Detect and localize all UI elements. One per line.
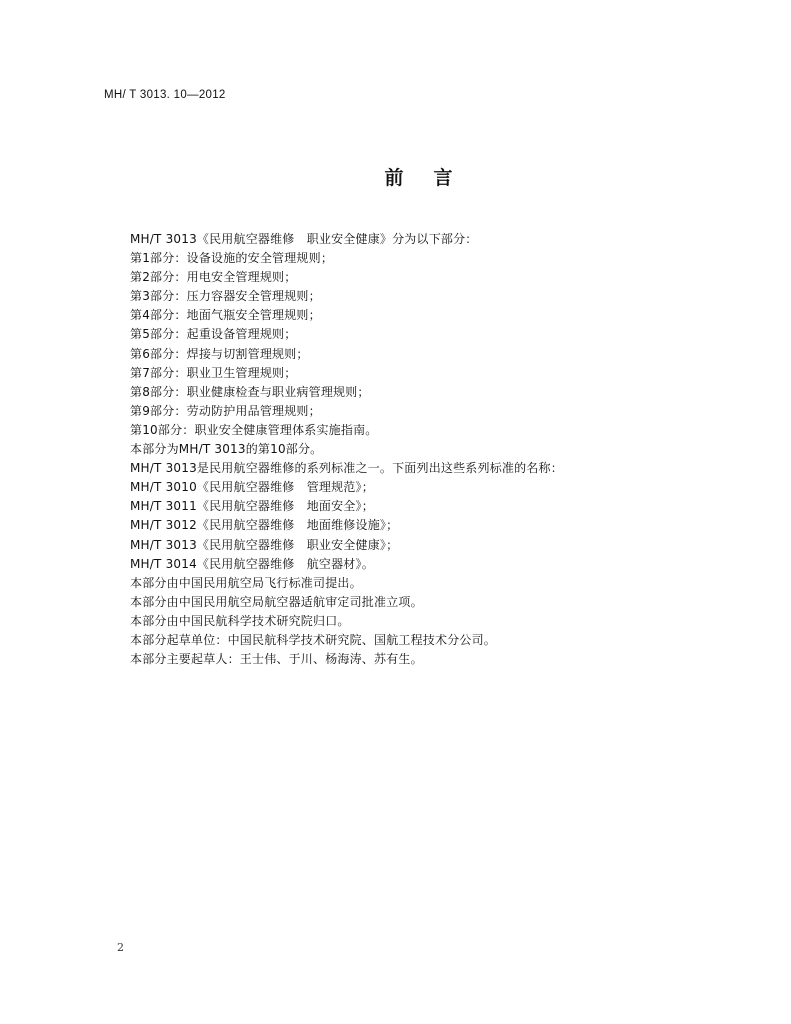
text-line: 本部分由中国民用航空局航空器适航审定司批准立项。: [130, 594, 423, 609]
page-number: 2: [117, 941, 124, 954]
text-line: 本部分起草单位：中国民航科学技术研究院、国航工程技术分公司。: [130, 632, 497, 647]
text-line: 本部分由中国民航科学技术研究院归口。: [130, 613, 350, 628]
text-line: 第4部分：地面气瓶安全管理规则；: [130, 308, 321, 323]
text-line: 本部分由中国民用航空局飞行标准司提出。: [130, 575, 362, 590]
text-line: MH/T 3013《民用航空器维修 职业安全健康》；: [130, 537, 399, 552]
text-line: MH/T 3012《民用航空器维修 地面维修设施》；: [130, 518, 399, 533]
text-line: 第5部分：起重设备管理规则；: [130, 327, 297, 342]
text-line: 第10部分：职业安全健康管理体系实施指南。: [130, 422, 378, 437]
text-line: 第8部分：职业健康检查与职业病管理规则；: [130, 384, 370, 399]
text-line: 第9部分：劳动防护用品管理规则；: [130, 403, 321, 418]
text-line: MH/T 3013是民用航空器维修的系列标准之一。下面列出这些系列标准的名称：: [130, 461, 563, 476]
text-line: 第3部分：压力容器安全管理规则；: [130, 289, 321, 304]
text-line: 本部分为MH/T 3013的第10部分。: [130, 442, 323, 457]
section-title: 前言: [384, 167, 483, 189]
text-line: MH/T 3010《民用航空器维修 管理规范》；: [130, 480, 374, 495]
text-line: 第6部分：焊接与切割管理规则；: [130, 346, 309, 361]
text-line: MH/T 3014《民用航空器维修 航空器材》。: [130, 556, 374, 571]
foreword-body: [130, 230, 690, 669]
text-line: 第7部分：职业卫生管理规则；: [130, 365, 297, 380]
text-line: 第2部分：用电安全管理规则；: [130, 270, 297, 285]
text-line: MH/T 3011《民用航空器维修 地面安全》；: [130, 499, 374, 514]
text-line: 本部分主要起草人：王士伟、于川、杨海涛、苏有生。: [130, 652, 423, 667]
text-line: MH/T 3013《民用航空器维修 职业安全健康》分为以下部分：: [130, 232, 478, 246]
text-line: 第1部分：设备设施的安全管理规则；: [130, 251, 334, 266]
document-code-header: MH/ T 3013. 10—2012: [104, 89, 226, 101]
